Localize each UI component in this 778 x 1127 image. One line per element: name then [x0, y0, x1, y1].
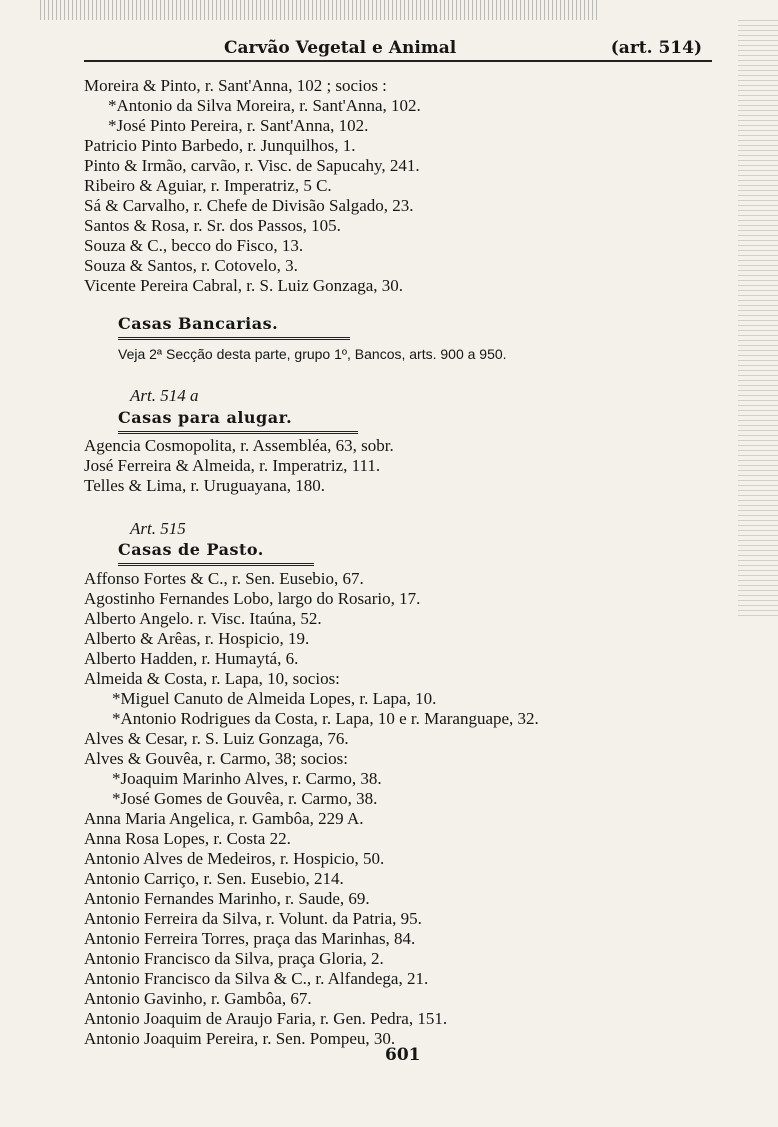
section-title-casas-pasto: Casas de Pasto. [118, 540, 264, 559]
list-item: *José Gomes de Gouvêa, r. Carmo, 38. [112, 789, 378, 808]
article-number: Art. 514 a [130, 386, 199, 405]
list-item: Souza & C., becco do Fisco, 13. [84, 236, 304, 255]
list-item: Antonio Joaquim de Araujo Faria, r. Gen. Pedra, 151. [84, 1009, 448, 1028]
list-item: Antonio Fernandes Marinho, r. Saude, 69. [84, 889, 370, 908]
list-item: Pinto & Irmão, carvão, r. Visc. de Sapucahy, 241. [84, 156, 420, 175]
list-item: *Antonio Rodrigues da Costa, r. Lapa, 10 e r. Maranguape, 32. [112, 709, 539, 728]
list-item: Souza & Santos, r. Cotovelo, 3. [84, 256, 298, 275]
list-item: Alves & Cesar, r. S. Luiz Gonzaga, 76. [84, 729, 349, 748]
list-item: Antonio Carriço, r. Sen. Eusebio, 214. [84, 869, 344, 888]
list-item: Antonio Francisco da Silva, praça Gloria, 2. [84, 949, 384, 968]
list-item: Santos & Rosa, r. Sr. dos Passos, 105. [84, 216, 341, 235]
list-item: Ribeiro & Aguiar, r. Imperatriz, 5 C. [84, 176, 332, 195]
article-marker: (art. 514) [610, 38, 702, 58]
list-item: Antonio Gavinho, r. Gambôa, 67. [84, 989, 312, 1008]
list-item: Agostinho Fernandes Lobo, largo do Rosario, 17. [84, 589, 421, 608]
list-item: Vicente Pereira Cabral, r. S. Luiz Gonzaga, 30. [84, 276, 404, 295]
article-number: Art. 515 [130, 519, 186, 538]
list-item: Telles & Lima, r. Uruguayana, 180. [84, 476, 325, 495]
section-underline [118, 337, 350, 340]
list-item: Affonso Fortes & C., r. Sen. Eusebio, 67. [84, 569, 364, 588]
list-item: Agencia Cosmopolita, r. Assembléa, 63, sobr. [84, 436, 394, 455]
list-item: *José Pinto Pereira, r. Sant'Anna, 102. [108, 116, 369, 135]
list-item: Antonio Ferreira da Silva, r. Volunt. da Patria, 95. [84, 909, 422, 928]
list-item: *Antonio da Silva Moreira, r. Sant'Anna, 102. [108, 96, 421, 115]
list-item: Antonio Alves de Medeiros, r. Hospicio, 50. [84, 849, 385, 868]
list-item: Antonio Joaquim Pereira, r. Sen. Pompeu, 30. [84, 1029, 396, 1048]
list-item: Sá & Carvalho, r. Chefe de Divisão Salgado, 23. [84, 196, 414, 215]
list-item: Almeida & Costa, r. Lapa, 10, socios: [84, 669, 340, 688]
section-note: Veja 2ª Secção desta parte, grupo 1º, Bancos, arts. 900 a 950. [118, 346, 507, 362]
list-item: Alberto Angelo. r. Visc. Itaúna, 52. [84, 609, 322, 628]
page-header [84, 36, 712, 62]
page-number: 601 [385, 1045, 421, 1065]
scan-noise-right [738, 20, 778, 620]
list-item: Alves & Gouvêa, r. Carmo, 38; socios: [84, 749, 348, 768]
section-title-casas-alugar: Casas para alugar. [118, 408, 293, 427]
running-title: Carvão Vegetal e Animal [224, 38, 457, 58]
list-item: Alberto Hadden, r. Humaytá, 6. [84, 649, 299, 668]
list-item: Antonio Francisco da Silva & C., r. Alfandega, 21. [84, 969, 429, 988]
section-title-casas-bancarias: Casas Bancarias. [118, 314, 279, 333]
section-underline [118, 431, 358, 434]
list-item: José Ferreira & Almeida, r. Imperatriz, 111. [84, 456, 381, 475]
header-rule [84, 60, 712, 62]
list-item: *Miguel Canuto de Almeida Lopes, r. Lapa, 10. [112, 689, 437, 708]
scan-noise-top [40, 0, 600, 20]
list-item: Antonio Ferreira Torres, praça das Marinhas, 84. [84, 929, 416, 948]
list-item: Moreira & Pinto, r. Sant'Anna, 102 ; socios : [84, 76, 387, 95]
list-item: Alberto & Arêas, r. Hospicio, 19. [84, 629, 310, 648]
section-underline [118, 563, 314, 566]
list-item: *Joaquim Marinho Alves, r. Carmo, 38. [112, 769, 382, 788]
list-item: Anna Rosa Lopes, r. Costa 22. [84, 829, 291, 848]
list-item: Anna Maria Angelica, r. Gambôa, 229 A. [84, 809, 364, 828]
list-item: Patricio Pinto Barbedo, r. Junquilhos, 1. [84, 136, 356, 155]
